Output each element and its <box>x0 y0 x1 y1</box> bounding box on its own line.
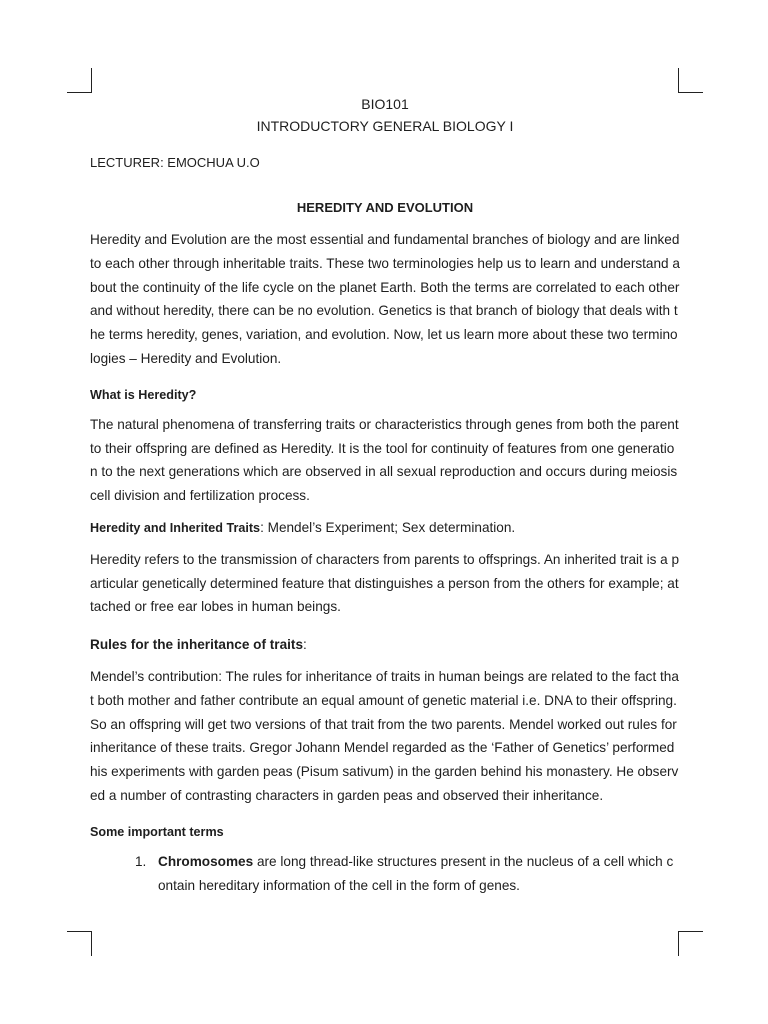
rules-line <box>90 633 680 657</box>
term-definition: are long thread-like structures present in the nucleus of a cell which contain hereditary information of the cell in the form of genes. <box>158 853 674 893</box>
course-title: INTRODUCTORY GENERAL BIOLOGY I <box>256 118 514 134</box>
terms-list <box>90 850 680 898</box>
what-is-heredity-heading: What is Heredity? <box>90 387 197 402</box>
lecturer-line: LECTURER: EMOCHUA U.O <box>90 155 260 170</box>
intro-paragraph: Heredity and Evolution are the most essential and fundamental branches of biology and are linked to each other through inheritable traits. These two terminologies help us to learn and understand about the continuity of the life cycle on the planet Earth. Both the terms are correlated to each other and without heredity, there can be no evolution. Genetics is that branch of biology that deals with the terms heredity, genes, variation, and evolution. Now, let us learn more about these two terminologies – Heredity and Evolution. <box>90 232 680 366</box>
rules-body: Mendel’s contribution: The rules for inheritance of traits in human beings are related to the fact that both mother and father contribute an equal amount of genetic material i.e. DNA to their offspring. So an offspring will get two versions of that trait from the two parents. Mendel worked out rules for inheritance of these traits. Gregor Johann Mendel regarded as the ‘Father of Genetics’ performed his experiments with garden peas (Pisum sativum) in the garden behind his monastery. He observed a number of contrasting characters in garden peas and observed their inheritance. <box>90 668 679 803</box>
list-item-number: 1. <box>135 853 147 869</box>
crop-mark-bottom-left <box>67 931 92 956</box>
what-is-heredity-body: The natural phenomena of transferring traits or characteristics through genes from both the parent to their offspring are defined as Heredity. It is the tool for continuity of features from one generation to the next generations which are observed in all sexual reproduction and occurs during meiosis cell division and fertilization process. <box>90 416 679 504</box>
section-title: HEREDITY AND EVOLUTION <box>296 200 474 215</box>
crop-mark-top-right <box>678 68 703 93</box>
crop-mark-top-left <box>67 68 92 93</box>
inherited-traits-body: Heredity refers to the transmission of characters from parents to offsprings. An inherited trait is a particular genetically determined feature that distinguishes a person from the others for example; attached or free ear lobes in human beings. <box>90 551 680 615</box>
list-item <box>90 850 680 898</box>
rules-heading: Rules for the inheritance of traits <box>90 637 304 653</box>
inherited-traits-tail: : Mendel’s Experiment; Sex determination. <box>260 519 516 535</box>
inherited-traits-heading: Heredity and Inherited Traits <box>90 520 261 535</box>
document-page <box>90 93 680 897</box>
course-code: BIO101 <box>361 96 409 112</box>
inherited-traits-line <box>90 516 680 540</box>
important-terms-heading: Some important terms <box>90 824 224 839</box>
term-chromosomes: Chromosomes <box>158 853 254 869</box>
rules-tail: : <box>303 637 307 653</box>
crop-mark-bottom-right <box>678 931 703 956</box>
